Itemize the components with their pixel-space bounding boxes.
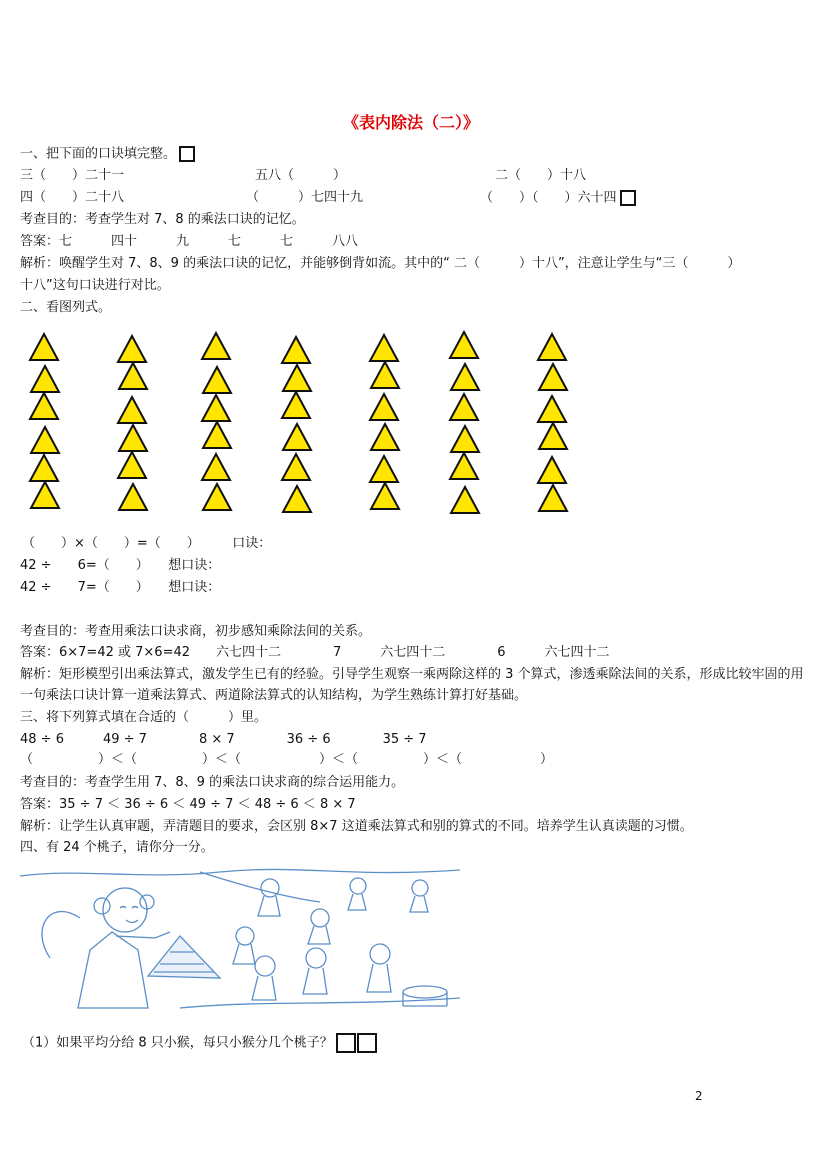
triangle xyxy=(30,455,58,481)
triangle xyxy=(31,366,59,392)
triangle xyxy=(202,333,230,359)
answer-box xyxy=(336,1033,356,1053)
triangle xyxy=(203,422,231,448)
s3-answer: 答案：35 ÷ 7 ＜ 36 ÷ 6 ＜ 49 ÷ 7 ＜ 48 ÷ 6 ＜ 8 × 7 xyxy=(20,797,356,812)
s2-formula: （ ）×（ ）=（ ） 口诀： xyxy=(22,536,272,551)
triangle xyxy=(282,337,310,363)
triangle xyxy=(118,336,146,362)
s1-item: （ ）七四十九 xyxy=(246,190,364,205)
triangle xyxy=(31,427,59,453)
triangle xyxy=(451,364,479,390)
triangle xyxy=(370,456,398,482)
section-2-heading: 二、看图列式。 xyxy=(20,300,112,315)
triangle xyxy=(119,363,147,389)
triangle xyxy=(539,364,567,390)
triangle xyxy=(119,484,147,510)
triangle xyxy=(30,334,58,360)
section-1-heading: 一、把下面的口诀填完整。 xyxy=(20,146,195,163)
triangle xyxy=(203,484,231,510)
s3-expressions: 48 ÷ 6 49 ÷ 7 8 × 7 36 ÷ 6 35 ÷ 7 xyxy=(20,732,427,747)
s1-analysis-line1: 解析：唤醒学生对 7、8、9 的乘法口诀的记忆，并能够倒背如流。其中的“ 二（ ）十八”，注意让学生与“三（ ） xyxy=(20,256,741,271)
triangle xyxy=(203,367,231,393)
s1-item: 四（ ）二十八 xyxy=(20,190,125,205)
triangle xyxy=(450,394,478,420)
s1-item-last: （ ）（ ）六十四 xyxy=(480,190,636,207)
page-title: 《表内除法（二）》 xyxy=(343,113,480,132)
triangle xyxy=(119,425,147,451)
triangle xyxy=(539,485,567,511)
triangle xyxy=(451,426,479,452)
answer-box xyxy=(179,146,195,162)
triangle xyxy=(371,424,399,450)
s1-analysis-line2: 十八”这句口诀进行对比。 xyxy=(20,278,170,293)
triangle xyxy=(371,483,399,509)
triangle xyxy=(538,396,566,422)
triangle xyxy=(282,454,310,480)
page-number: 2 xyxy=(695,1089,703,1103)
triangle xyxy=(370,394,398,420)
triangle xyxy=(31,482,59,508)
answer-box xyxy=(620,190,636,206)
triangle xyxy=(371,362,399,388)
triangle xyxy=(450,453,478,479)
section-3-heading: 三、将下列算式填在合适的（ ）里。 xyxy=(20,710,268,725)
triangle xyxy=(282,392,310,418)
triangle xyxy=(202,395,230,421)
s1-item: 二（ ）十八 xyxy=(495,168,587,183)
s2-goal: 考查目的：考查用乘法口诀求商，初步感知乘除法间的关系。 xyxy=(20,624,372,639)
answer-box xyxy=(357,1033,377,1053)
triangle xyxy=(450,332,478,358)
section-4-heading: 四、有 24 个桃子，请你分一分。 xyxy=(20,840,214,855)
triangle xyxy=(539,423,567,449)
triangle xyxy=(538,457,566,483)
triangle xyxy=(30,393,58,419)
triangle xyxy=(283,365,311,391)
triangle-array-picture xyxy=(28,330,588,520)
s3-analysis: 解析：让学生认真审题，弄清题目的要求，会区别 8×7 这道乘法算式和别的算式的不同。培养学生认真读题的习惯。 xyxy=(20,819,693,834)
triangle xyxy=(451,487,479,513)
s2-eq2: 42 ÷ 7=（ ） 想口诀： xyxy=(20,580,221,595)
s2-eq1: 42 ÷ 6=（ ） 想口诀： xyxy=(20,558,221,573)
triangle xyxy=(370,335,398,361)
s1-goal: 考查目的：考查学生对 7、8 的乘法口诀的记忆。 xyxy=(20,212,305,227)
s3-goal: 考查目的：考查学生用 7、8、9 的乘法口诀求商的综合运用能力。 xyxy=(20,775,405,790)
triangle xyxy=(538,334,566,360)
triangle xyxy=(283,486,311,512)
triangle xyxy=(118,452,146,478)
s2-answer: 答案：6×7=42 或 7×6=42 六七四十二 7 六七四十二 6 六七四十二 xyxy=(20,645,610,660)
s2-analysis: 解析：矩形模型引出乘法算式，激发学生已有的经验。引导学生观察一乘两除这样的 3 个算式，渗透乘除法间的关系，形成比较牢固的用一句乘法口诀计算一道乘法算式、两道除法算式的认知结构，为学生熟练计算打好基础。 xyxy=(20,667,804,703)
s4-question-1: （1）如果平均分给 8 只小猴，每只小猴分几个桃子？ xyxy=(22,1033,377,1053)
s3-blanks: （ ）＜（ ）＜（ ）＜（ ）＜（ ） xyxy=(20,752,554,767)
s1-answer: 答案：七 四十 九 七 七 八八 xyxy=(20,234,359,249)
triangle xyxy=(202,454,230,480)
s1-item: 三（ ）二十一 xyxy=(20,168,125,183)
monkeys-peaches-illustration xyxy=(20,858,460,1016)
triangle xyxy=(118,397,146,423)
triangle xyxy=(283,424,311,450)
s1-item: 五八（ ） xyxy=(255,168,347,183)
